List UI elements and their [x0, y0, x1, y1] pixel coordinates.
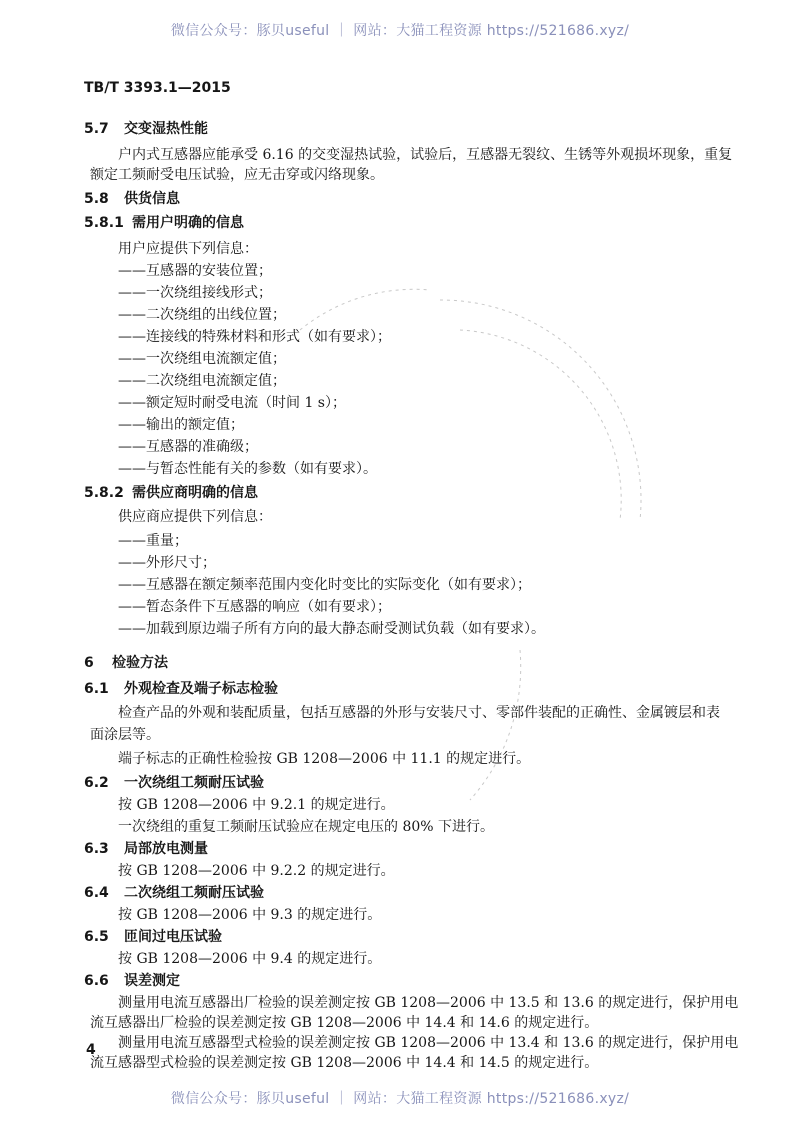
standard-id: TB/T 3393.1—2015: [84, 80, 231, 96]
section-number: 5.8: [84, 191, 109, 207]
watermark-top: 微信公众号：豚贝useful ｜ 网站：大猫工程资源 https://521686.xyz/: [170, 23, 630, 39]
paragraph-line: ——连接线的特殊材料和形式（如有要求）；: [118, 329, 391, 345]
paragraph-line: ——二次绕组的出线位置；: [118, 307, 286, 323]
section-number: 6.4: [84, 885, 109, 901]
page-number: 4: [86, 1042, 96, 1058]
section-title: 匝间过电压试验: [124, 929, 222, 945]
paragraph-line: ——额定短时耐受电流（时间 1 s）；: [118, 395, 346, 411]
paragraph-line: ——加载到原边端子所有方向的最大静态耐受测试负载（如有要求）。: [118, 621, 545, 637]
paragraph-line: 测量用电流互感器出厂检验的误差测定按 GB 1208—2006 中 13.5 和 13.6 的规定进行，保护用电: [118, 995, 739, 1011]
paragraph-line: ——互感器的准确级；: [118, 439, 258, 455]
paragraph-line: 户内式互感器应能承受 6.16 的交变湿热试验，试验后，互感器无裂纹、生锈等外观损坏现象，重复: [118, 147, 733, 163]
section-title: 交变湿热性能: [124, 121, 208, 137]
paragraph-line: 端子标志的正确性检验按 GB 1208—2006 中 11.1 的规定进行。: [118, 751, 531, 767]
section-number: 6.6: [84, 973, 109, 989]
section-title: 需用户明确的信息: [132, 215, 244, 231]
paragraph-continuation: 流互感器出厂检验的误差测定按 GB 1208—2006 中 14.4 和 14.6 的规定进行。: [90, 1015, 599, 1031]
section-heading: [84, 774, 264, 792]
section-heading: [84, 654, 168, 672]
section-number: 5.8.2: [84, 485, 124, 501]
section-title: 一次绕组工频耐压试验: [124, 775, 264, 791]
section-number: 6.2: [84, 775, 109, 791]
section-title: 检验方法: [112, 655, 168, 671]
section-heading: [84, 120, 208, 138]
section-title: 供货信息: [124, 191, 180, 207]
paragraph-line: 按 GB 1208—2006 中 9.3 的规定进行。: [118, 907, 382, 923]
paragraph-line: 供应商应提供下列信息：: [118, 509, 272, 525]
paragraph-line: ——一次绕组接线形式；: [118, 285, 272, 301]
paragraph-line: 一次绕组的重复工频耐压试验应在规定电压的 80% 下进行。: [118, 819, 495, 835]
section-heading: [84, 972, 180, 990]
paragraph-line: 按 GB 1208—2006 中 9.2.1 的规定进行。: [118, 797, 395, 813]
section-heading: [84, 484, 258, 502]
watermark-bottom: 微信公众号：豚贝useful ｜ 网站：大猫工程资源 https://521686.xyz/: [170, 1091, 630, 1107]
paragraph-line: ——与暂态性能有关的参数（如有要求）。: [118, 461, 377, 477]
section-number: 6.3: [84, 841, 109, 857]
paragraph-line: ——外形尺寸；: [118, 555, 216, 571]
paragraph-line: ——二次绕组电流额定值；: [118, 373, 286, 389]
paragraph-line: ——一次绕组电流额定值；: [118, 351, 286, 367]
paragraph-line: ——暂态条件下互感器的响应（如有要求）；: [118, 599, 391, 615]
section-number: 6.5: [84, 929, 109, 945]
paragraph-line: ——输出的额定值；: [118, 417, 244, 433]
paragraph-continuation: 流互感器型式检验的误差测定按 GB 1208—2006 中 14.4 和 14.5 的规定进行。: [90, 1055, 599, 1071]
section-title: 外观检查及端子标志检验: [124, 681, 278, 697]
section-heading: [84, 680, 278, 698]
paragraph-line: 用户应提供下列信息：: [118, 241, 258, 257]
section-number: 6.1: [84, 681, 109, 697]
section-title: 二次绕组工频耐压试验: [124, 885, 264, 901]
section-heading: [84, 884, 264, 902]
paragraph-line: 按 GB 1208—2006 中 9.2.2 的规定进行。: [118, 863, 395, 879]
section-heading: [84, 190, 180, 208]
paragraph-line: ——互感器的安装位置；: [118, 263, 272, 279]
paragraph-line: ——重量；: [118, 533, 188, 549]
section-number: 5.7: [84, 121, 109, 137]
paragraph-line: 测量用电流互感器型式检验的误差测定按 GB 1208—2006 中 13.4 和 13.6 的规定进行，保护用电: [118, 1035, 739, 1051]
section-title: 需供应商明确的信息: [132, 485, 258, 501]
section-number: 6: [84, 655, 94, 671]
paragraph-continuation: 额定工频耐受电压试验，应无击穿或闪络现象。: [90, 167, 384, 183]
paragraph-line: 按 GB 1208—2006 中 9.4 的规定进行。: [118, 951, 382, 967]
section-title: 局部放电测量: [124, 841, 208, 857]
section-title: 误差测定: [124, 973, 180, 989]
section-heading: [84, 840, 208, 858]
section-heading: [84, 214, 244, 232]
section-heading: [84, 928, 222, 946]
paragraph-line: ——互感器在额定频率范围内变化时变比的实际变化（如有要求）；: [118, 577, 531, 593]
section-number: 5.8.1: [84, 215, 124, 231]
paragraph-continuation: 面涂层等。: [90, 727, 160, 743]
paragraph-line: 检查产品的外观和装配质量，包括互感器的外形与安装尺寸、零部件装配的正确性、金属镀层和表: [118, 705, 720, 721]
